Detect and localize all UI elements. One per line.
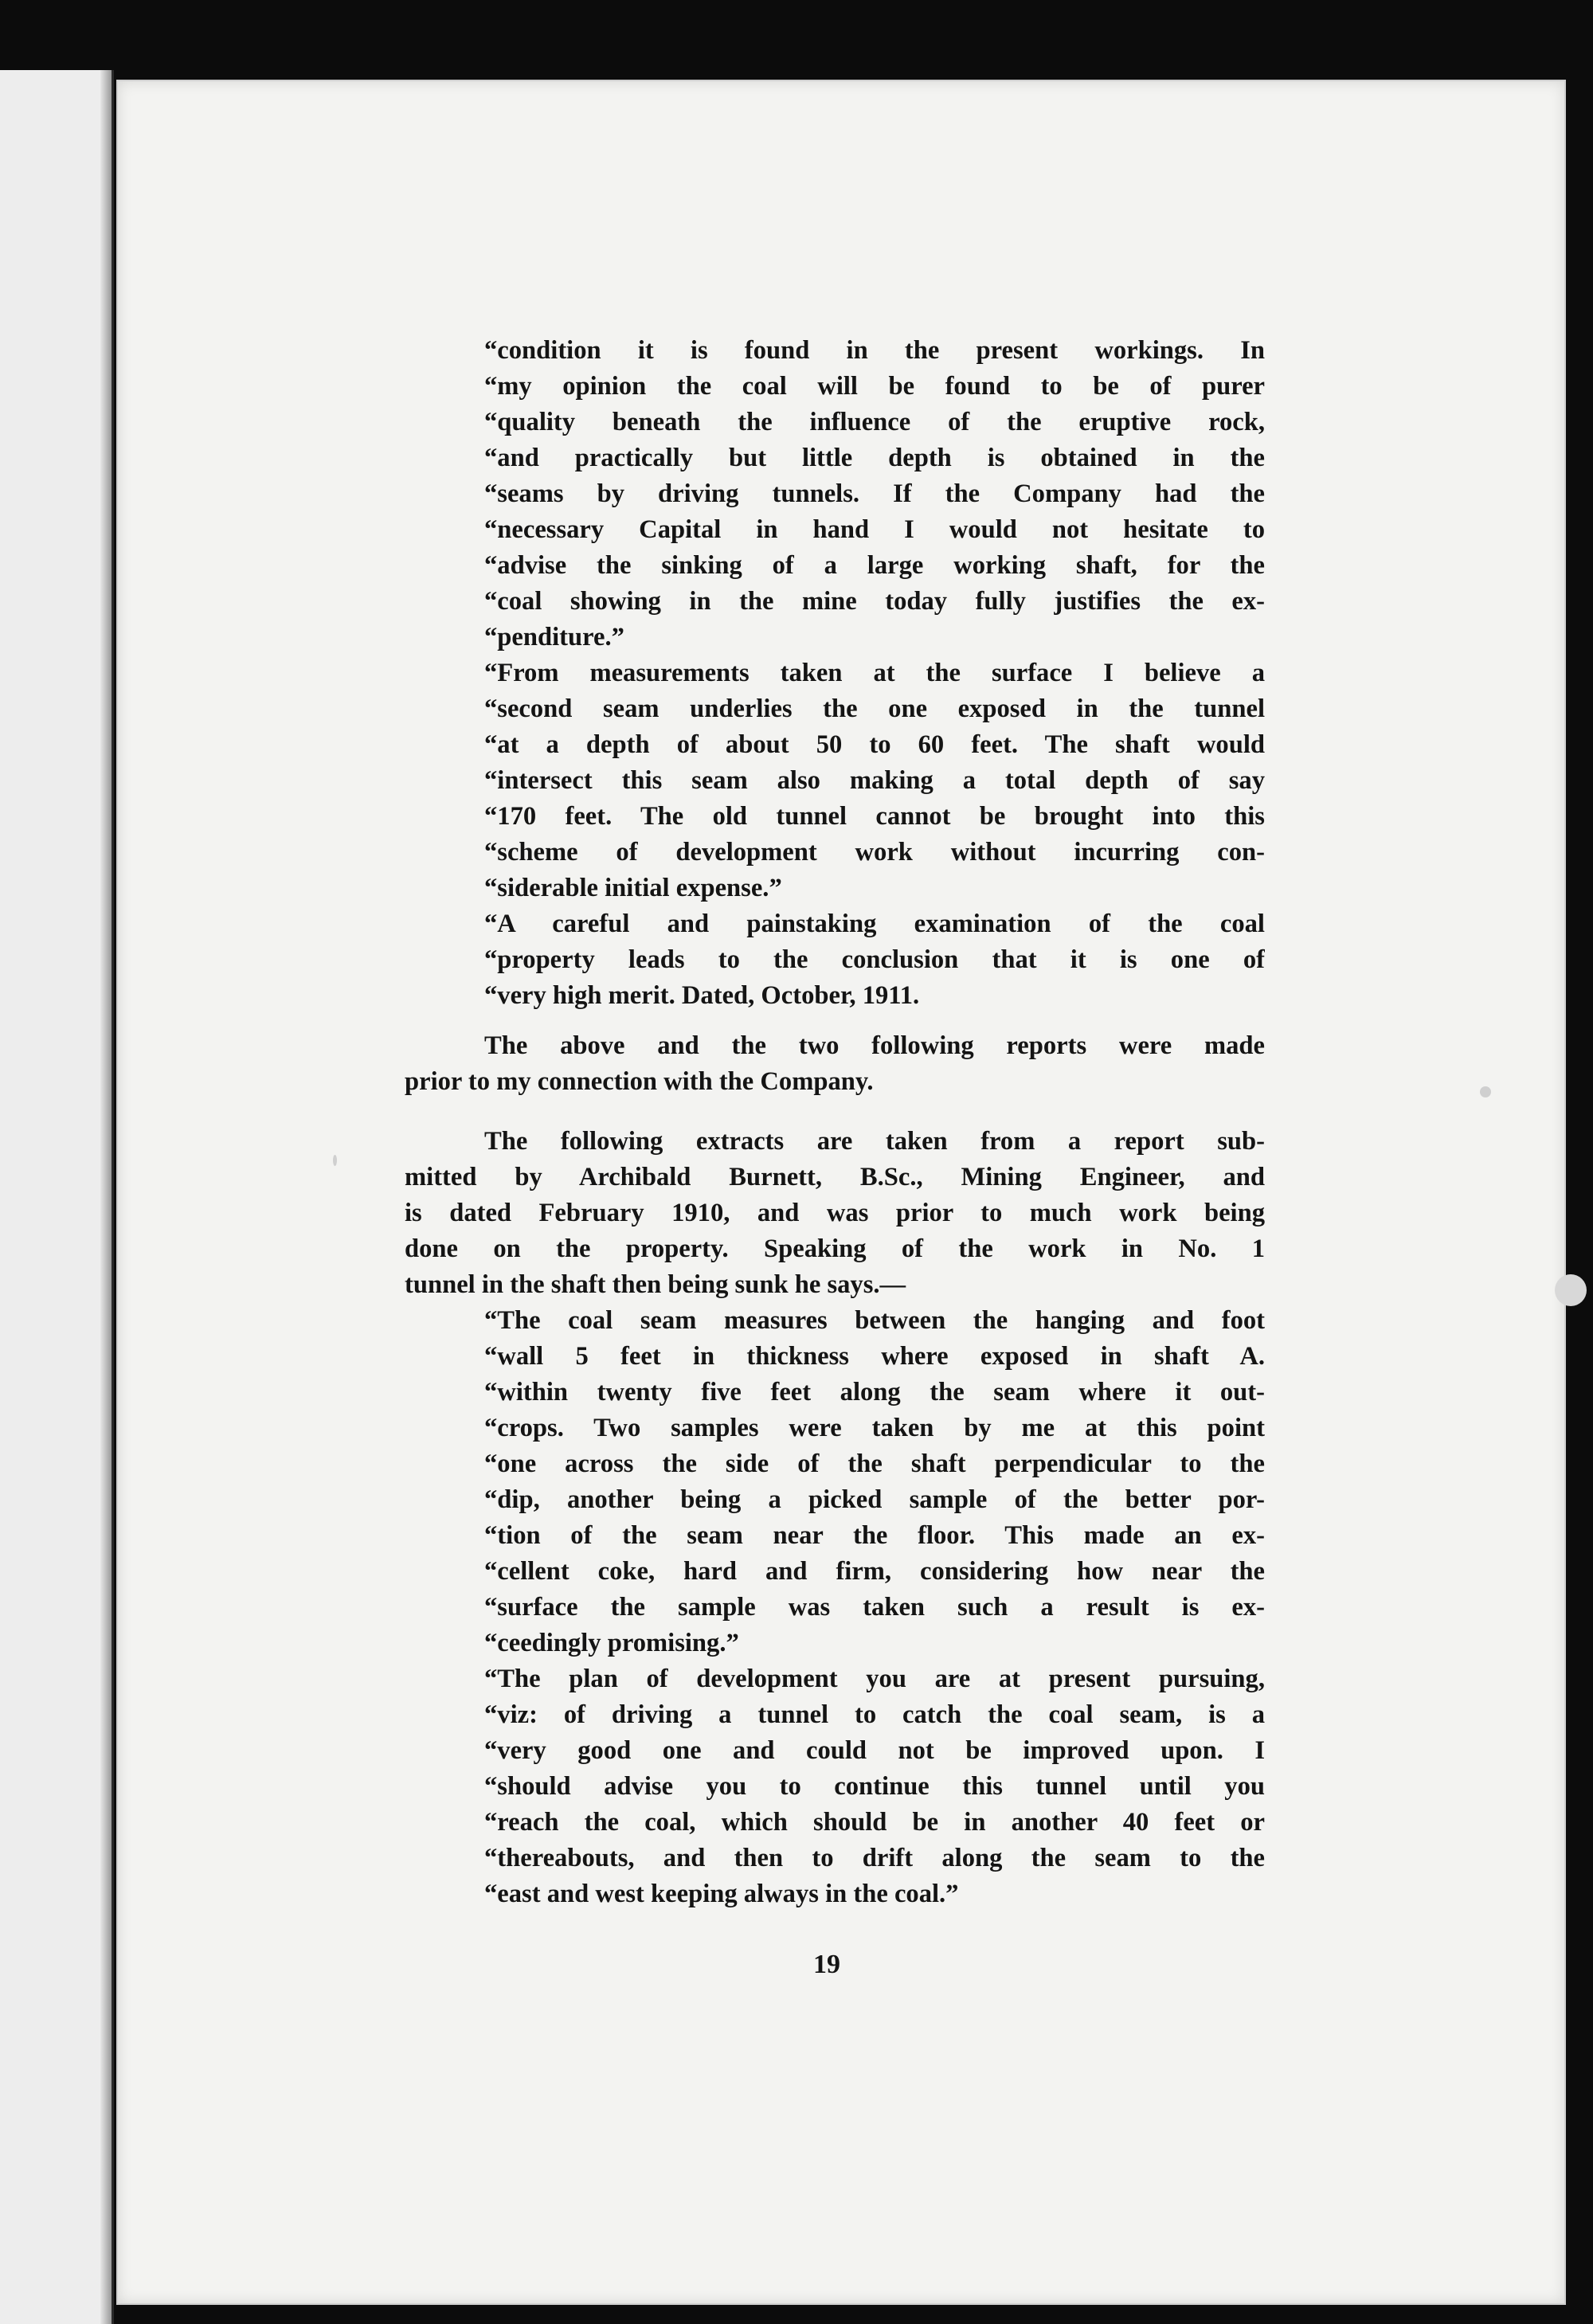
text-line: “A careful and painstaking examination of the coal (484, 910, 1265, 938)
paragraph-prior-reports (405, 1028, 1265, 1100)
text-line: “dip, another being a picked sample of the better por- (484, 1485, 1265, 1514)
text-line: “wall 5 feet in thickness where exposed in shaft A. (484, 1342, 1265, 1371)
text-line: “and practically but little depth is obtained in the (484, 444, 1265, 472)
text-line: done on the property. Speaking of the work in No. 1 (405, 1234, 1265, 1263)
body-text (405, 333, 1265, 1912)
text-line: “170 feet. The old tunnel cannot be brought into this (484, 802, 1265, 831)
left-page-edge (0, 70, 114, 2324)
page-number: 19 (813, 1950, 840, 1979)
text-line: tunnel in the shaft then being sunk he says.— (405, 1270, 906, 1299)
quote-block-1 (484, 333, 1265, 1014)
text-line: “cellent coke, hard and firm, considering how near the (484, 1557, 1265, 1586)
paragraph-burnett-report (405, 1124, 1265, 1303)
scan-artifact (1555, 1274, 1587, 1306)
page-speck (333, 1155, 337, 1166)
text-line: is dated February 1910, and was prior to much work being (405, 1199, 1265, 1227)
text-line: mitted by Archibald Burnett, B.Sc., Mining Engineer, and (405, 1163, 1265, 1191)
quote-block-2 (484, 1303, 1265, 1912)
text-line: “condition it is found in the present workings. In (484, 336, 1265, 365)
text-line: “ceedingly promising.” (484, 1629, 739, 1657)
text-line: “very good one and could not be improved upon. I (484, 1736, 1265, 1765)
page-speck (1480, 1086, 1491, 1097)
text-line: “very high merit. Dated, October, 1911. (484, 981, 920, 1010)
text-line: “viz: of driving a tunnel to catch the coal seam, is a (484, 1700, 1265, 1729)
text-line: The above and the two following reports were made (484, 1031, 1265, 1060)
text-line: “tion of the seam near the floor. This made an ex- (484, 1521, 1265, 1550)
text-line: The following extracts are taken from a report sub- (484, 1127, 1265, 1156)
text-line: “From measurements taken at the surface I believe a (484, 659, 1265, 687)
text-line: “crops. Two samples were taken by me at this point (484, 1414, 1265, 1442)
text-line: “my opinion the coal will be found to be of purer (484, 372, 1265, 401)
text-line: “within twenty five feet along the seam where it out- (484, 1378, 1265, 1407)
text-line: prior to my connection with the Company. (405, 1067, 874, 1096)
text-line: “reach the coal, which should be in another 40 feet or (484, 1808, 1265, 1837)
text-line: “siderable initial expense.” (484, 874, 782, 902)
text-line: “necessary Capital in hand I would not hesitate to (484, 515, 1265, 544)
text-line: “east and west keeping always in the coal.” (484, 1880, 959, 1908)
text-line: “coal showing in the mine today fully justifies the ex- (484, 587, 1265, 616)
text-line: “property leads to the conclusion that it is one of (484, 945, 1265, 974)
text-line: “surface the sample was taken such a result is ex- (484, 1593, 1265, 1622)
text-line: “seams by driving tunnels. If the Company had the (484, 479, 1265, 508)
text-line: “The plan of development you are at present pursuing, (484, 1665, 1265, 1693)
text-line: “thereabouts, and then to drift along the seam to the (484, 1844, 1265, 1872)
text-line: “penditure.” (484, 623, 624, 651)
text-line: “scheme of development work without incurring con- (484, 838, 1265, 867)
text-line: “should advise you to continue this tunnel until you (484, 1772, 1265, 1801)
text-line: “one across the side of the shaft perpendicular to the (484, 1450, 1265, 1478)
text-line: “intersect this seam also making a total depth of say (484, 766, 1265, 795)
text-line: “advise the sinking of a large working shaft, for the (484, 551, 1265, 580)
text-line: “The coal seam measures between the hanging and foot (484, 1306, 1265, 1335)
text-line: “quality beneath the influence of the eruptive rock, (484, 408, 1265, 436)
text-line: “second seam underlies the one exposed in the tunnel (484, 694, 1265, 723)
text-line: “at a depth of about 50 to 60 feet. The shaft would (484, 730, 1265, 759)
